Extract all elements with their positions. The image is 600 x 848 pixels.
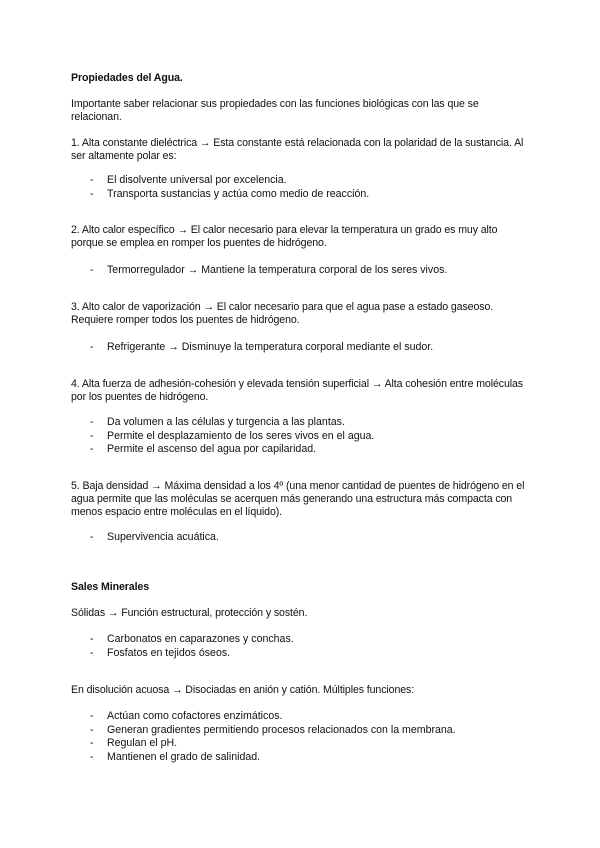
section-5-list bbox=[90, 531, 520, 545]
minerals-dissolved-list bbox=[90, 710, 520, 764]
list-item: - Generan gradientes permitiendo procesos relacionados con la membrana. bbox=[90, 723, 456, 736]
section-4-list bbox=[90, 416, 520, 457]
bullet-dash: - bbox=[90, 187, 94, 200]
bullet-dash: - bbox=[90, 264, 94, 276]
bullet-dash: - bbox=[90, 750, 94, 763]
section-4-heading: 4. Alta fuerza de adhesión-cohesión y elevada tensión superficial → Alta cohesión entre moléculas por los puentes de hidrógeno. bbox=[71, 378, 523, 403]
list-item: - Termorregulador → Mantiene la temperatura corporal de los seres vivos. bbox=[90, 264, 448, 276]
water-intro: Importante saber relacionar sus propiedades con las funciones biológicas con las que se relacionan. bbox=[71, 98, 479, 123]
water-title: Propiedades del Agua. bbox=[71, 72, 183, 84]
bullet-dash: - bbox=[90, 646, 94, 659]
section-3-heading: 3. Alto calor de vaporización → El calor necesario para que el agua pase a estado gaseoso. Requiere romper todos los puentes de hidrógeno. bbox=[71, 301, 494, 326]
list-item: - Da volumen a las células y turgencia a las plantas. bbox=[90, 416, 345, 428]
bullet-dash: - bbox=[90, 174, 94, 186]
list-item: - Supervivencia acuática. bbox=[90, 531, 219, 543]
list-item: - Mantienen el grado de salinidad. bbox=[90, 750, 261, 763]
list-item: - El disolvente universal por excelencia. bbox=[90, 174, 287, 186]
minerals-solid-heading: Sólidas → Función estructural, protección y sostén. bbox=[71, 607, 308, 619]
bullet-dash: - bbox=[90, 443, 94, 456]
list-item: - Fosfatos en tejidos óseos. bbox=[90, 646, 231, 659]
list-item: - Permite el desplazamiento de los seres vivos en el agua. bbox=[90, 429, 375, 442]
bullet-dash: - bbox=[90, 723, 94, 736]
bullet-dash: - bbox=[90, 737, 94, 750]
bullet-dash: - bbox=[90, 341, 94, 353]
section-1-list bbox=[90, 174, 520, 201]
list-item: - Refrigerante → Disminuye la temperatura corporal mediante el sudor. bbox=[90, 341, 434, 353]
minerals-solid-list bbox=[90, 633, 520, 660]
list-item: - Actúan como cofactores enzimáticos. bbox=[90, 710, 283, 722]
bullet-dash: - bbox=[90, 633, 94, 645]
bullet-dash: - bbox=[90, 710, 94, 722]
list-item: - Carbonatos en caparazones y conchas. bbox=[90, 633, 294, 645]
section-5-heading: 5. Baja densidad → Máxima densidad a los 4º (una menor cantidad de puentes de hidrógeno en el agua permite que las moléculas se acerquen más generando una estructura más compacta con menos espacio entre moléculas en el líquido). bbox=[71, 480, 525, 518]
minerals-title: Sales Minerales bbox=[71, 581, 149, 593]
bullet-dash: - bbox=[90, 531, 94, 543]
list-item: - Transporta sustancias y actúa como medio de reacción. bbox=[90, 187, 370, 200]
section-2-list bbox=[90, 264, 520, 278]
bullet-dash: - bbox=[90, 429, 94, 442]
section-3-list bbox=[90, 341, 520, 355]
minerals-dissolved-heading: En disolución acuosa → Disociadas en anión y catión. Múltiples funciones: bbox=[71, 684, 415, 696]
list-item: - Permite el ascenso del agua por capilaridad. bbox=[90, 443, 317, 456]
section-2-heading: 2. Alto calor específico → El calor necesario para elevar la temperatura un grado es muy alto porque se emplea en romper los puentes de hidrógeno. bbox=[71, 224, 498, 249]
section-1-heading: 1. Alta constante dieléctrica → Esta constante está relacionada con la polaridad de la sustancia. Al ser altamente polar es: bbox=[71, 137, 524, 162]
bullet-dash: - bbox=[90, 416, 94, 428]
list-item: - Regulan el pH. bbox=[90, 737, 178, 750]
